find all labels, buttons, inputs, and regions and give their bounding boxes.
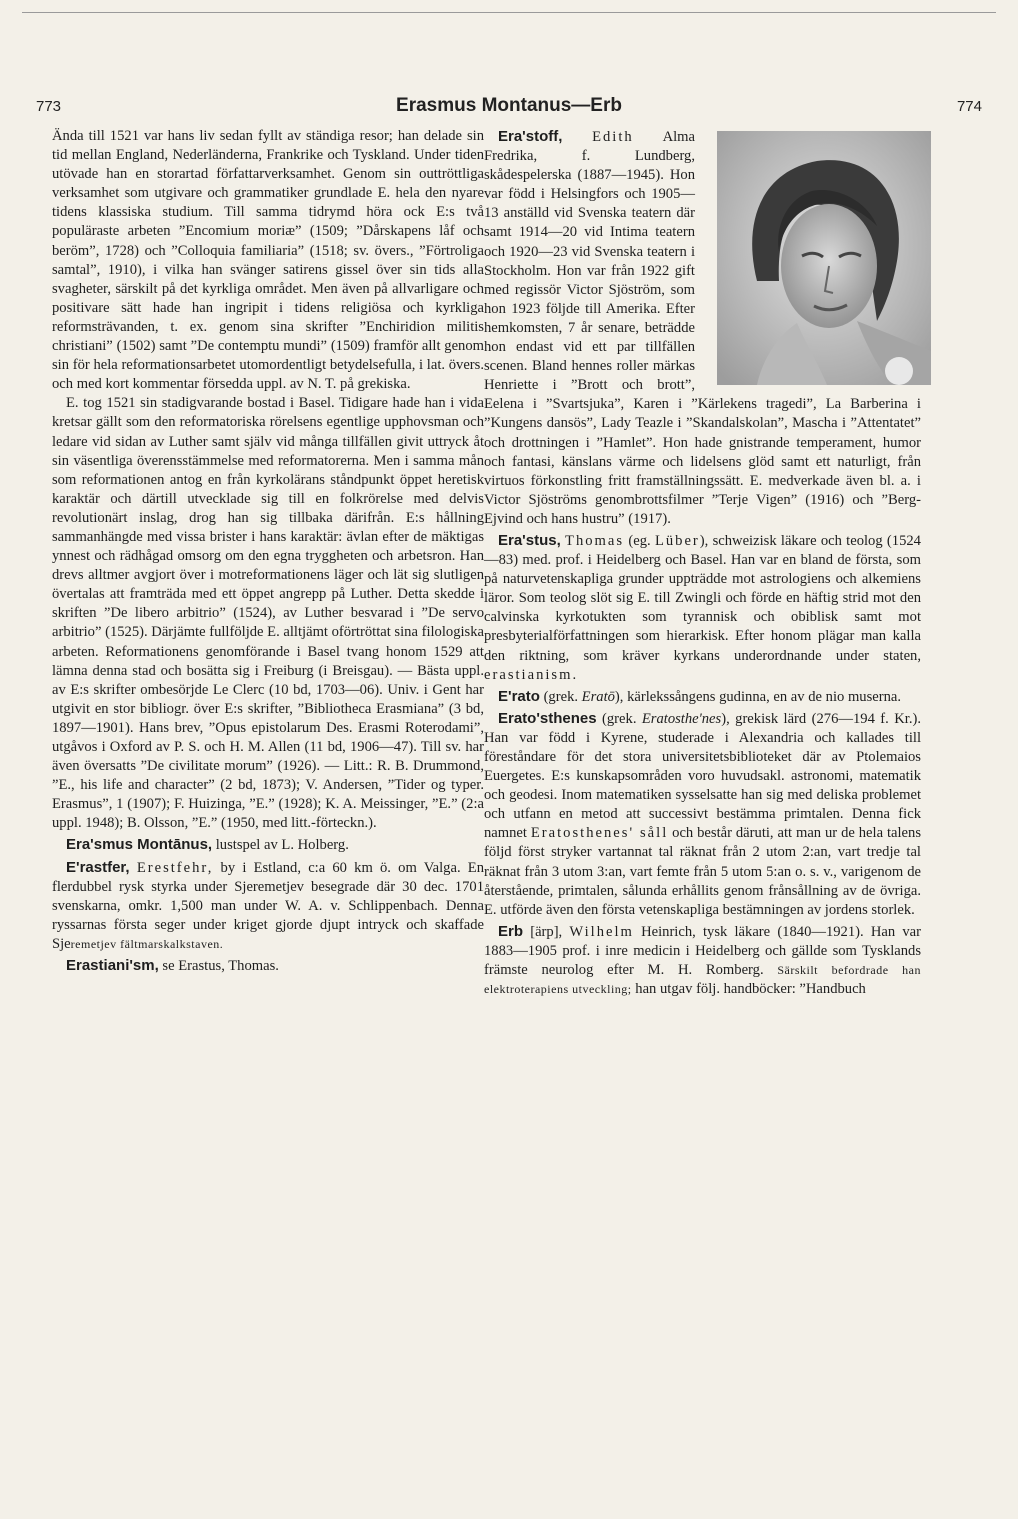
spaced-name: Erestfehr, [136, 859, 214, 876]
entry-text: och består däruti, att man ur de hela talens följd först stryker vartannat tal räknat från 2 utom 2:an, vart tredje tal räknat från 3 utom 3:an, vart femte från 5 utom 5:an o. s. v., varigenom de återstående, primtalen, sålunda erhållits genom frånsållning av de övriga. E. utförde även den första vetenskapliga bestämningen av jordens storlek. [484, 825, 922, 918]
entry-text: (grek. [539, 688, 582, 705]
paragraph-erasmus-2: E. tog 1521 sin stadigvarande bostad i Basel. Tidigare hade han i vida kretsar gällt som den reformatoriska rörelsens egentlige upphovsman och ledare vid sidan av Luther samt själv vid många tillfällen givit uttryck åt sin väsentliga överensstämmelse med reformatorerna. Men i samma mån som reformationen antog en från kyrkolärans ståndpunkt öppet heretisk karaktär och därtill utvecklade sig till en folkrörelse med delvis revolutionärt inslag, drog han sig tillbaka därifrån. E:s hållning sammanhängde med vissa brister i hans karaktär: ävlan efter de mäktigas ynnest och rädhågad omsorg om den egna tryggheten och arbetsron. Han drevs alltmer avgjort över i motreformationens läger och lät sig slutligen övertalas att framträda med ett öppet angrepp på Luther. Detta skedde i skriften ”De libero arbitrio” (1524), av Luther besvarad i ”De servo arbitrio” (1525). Därjämte fullföljde E. alltjämt oförtröttat sina filologiska arbeten. Reformationens genomförande i Basel tvang honom 1529 att lämna denna stad och bosätta sig i Freiburg (i Breisgau). — Bästa uppl. av E:s skrifter ombesörjde Le Clerc (10 bd, 1703—06). Univ. i Gent har utgivit en stor bibliogr. över E:s skrifter, ”Bibliotheca Erasmiana” (3 bd, 1897—1901). Hans brev, ”Opus epistolarum Des. Erasmi Roterodami”, utgåvos i Oxford av P. S. och H. M. Allen (11 bd, 1906—47). Till sv. har även översatts ”De civilitate morum” (1926). — Litt.: R. B. Drummond, ”E., his life and character” (2 bd, 1873); V. Andersen, ”Tider og typer. Erasmus”, 1 (1907); F. Huizinga, ”E.” (1928); K. A. Meissinger, ”E.” (2:a uppl. 1948); B. Olsson, ”E.” (1950, med litt.-förteckn.). [52, 395, 485, 832]
headword: Erato'sthenes [498, 709, 597, 727]
italic-term: Eratosthe'nes [641, 710, 722, 727]
small-text: remetjev fältmarskalkstaven. [70, 936, 224, 951]
entry-eratosthenes [484, 709, 921, 920]
spaced-name: Thomas [565, 532, 625, 549]
small-text: Särskilt befordrade han elektroterapiens utveckling; [484, 963, 921, 997]
column-left [52, 127, 484, 976]
spaced-name: Edith [592, 129, 634, 145]
running-head: Erasmus Montanus—Erb [396, 95, 622, 116]
headword: Era'stus, [498, 531, 561, 549]
entry-text: [ärp], [523, 923, 570, 940]
headword: Erastiani'sm, [66, 957, 159, 975]
headword: Erb [498, 922, 524, 940]
page-number-right: 774 [956, 98, 982, 115]
entry-erato [484, 687, 921, 707]
column-right [484, 127, 921, 999]
entry-erastfer [52, 858, 484, 954]
portrait-photo-icon [717, 131, 931, 385]
entry-text: ), schweizisk läkare och teolog (1524—83) med. prof. i Heidelberg och Basel. Han var en bland de första, som på naturvetenskapliga grunder uppträdde mot astrologiens och alkemiens läror. Som teolog slöt sig E. till Zwingli och förde en häftig strid mot den calvinska kyrkotukten som tyrannisk och obiblisk samt mot presbyterialförfattningen som hierarkisk. Efter honom plägar man kalla den riktning, som kräver kyrkans underordnande under staten, [484, 532, 921, 664]
headword: E'rato [498, 687, 540, 705]
top-rule [22, 12, 996, 13]
portrait-photo [703, 131, 921, 389]
page-number-left: 773 [36, 98, 62, 115]
entry-text: by i Estland, c:a 60 km ö. om Valga. En flerdubbel rysk styrka under Sjeremetjev besegrade där 30 dec. 1701 svenskarna, omkr. 1,500 man under W. A. v. Schlippenbach. Denna ryssarnas första seger under kriget gjorde djupt intryck och skaffade Sje [52, 859, 484, 952]
entry-erastianism [52, 956, 484, 976]
headword: E'rastfer, [66, 858, 130, 876]
entry-text: ), grekisk lärd (276—194 f. Kr.). Han var född i Kyrene, studerade i Alexandria och kallades till föreståndare för det stora universitetsbiblioteket där av Ptolemaios Euergetes. E:s kunskapsområden voro huvudsakl. astronomi, matematik och geodesi. Inom matematiken sysselsatte han sig med deliska problemet och utfann en metod att successivt bestämma primtalen. Denna fick namnet [484, 710, 921, 842]
entry-erb [484, 922, 921, 999]
paragraph-erasmus-1: Ända till 1521 var hans liv sedan fyllt av ständiga resor; han delade sin tid mellan England, Nederländerna, Frankrike och Tyskland. Under tiden utövade han en storartad författarverksamhet. Genom sin outtröttliga verksamhet som utgivare och grammatiker grundlade E. hela den nyare tidens klassiska studium. Till samma tidrymd höra ock E:s två populäraste arbeten ”Encomium moriæ” (1509; ”Dårskapens låf och beröm”, 1728) och ”Colloquia familiaria” (1518; sv. övers., ”Förtroliga samtal”, 1910), i vilka han svänger satirens gissel över sin tids alla svagheter, särskilt på det kyrkliga området. Men även på allvarligare och positivare sätt hade han ingripit i tidens religiösa och kyrkliga reformsträvanden, t. ex. genom sina skrifter ”Enchiridion militis christiani” (1502) samt ”De contemptu mundi” (1509) framför allt genom sin för hela reformationsarbetet utomordentligt betydelsefulla, i lat. övers. och med kort kommentar försedda uppl. av N. T. på grekiska. [52, 128, 484, 393]
spaced-name: Wilhelm [569, 923, 634, 940]
entry-text: Heinrich, tysk läkare (1840—1921). Han var 1883—1905 prof. i inre medicin i Heidelberg och gällde som Tysklands främste neurolog efter M. H. Romberg. [484, 923, 921, 979]
headword: Era'stoff, [498, 128, 563, 145]
entry-text: se Erastus, Thomas. [158, 958, 279, 975]
spaced-term: Eratosthenes' såll [530, 825, 669, 842]
spaced-name: Lüber [654, 532, 700, 549]
entry-text: Alma Fredrika, f. Lundberg, skådespelerska (1887—1945). Hon var född i Helsingfors och 1905—13 anställd vid Svenska teatern där samt 1914—20 vid Intima teatern och 1920—23 vid Svenska teatern i Stockholm. Hon var från 1922 gift med regissör Victor Sjöström, som hon 1923 följde till Amerika. Efter hemkomsten, 7 år senare, beträdde hon endast vid ett par tillfällen scenen. Bland hennes roller märkas Henriette i ”Brott och brott”, Eelena i ”Svartsjuka”, Karen i ”Kärlekens tragedi”, La Barberina i ”Kungens dansös”, Lady Teazle i ”Skandalskolan”, Mascha i ”Attentatet” och drottningen i ”Hamlet”. Hon hade gnistrande temperament, humor och fantasi, känslans värme och lidelsens glöd samt ett naturligt, från virtuos förkonstling fritt framställningssätt. E. medverkade även bl. a. i Victor Sjöströms genombrottsfilmer ”Terje Vigen” (1916) och ”Berg-Ejvind och hans hustru” (1917). [484, 129, 921, 527]
entry-text: ), kärlekssångens gudinna, en av de nio muserna. [614, 688, 902, 705]
headword: Era'smus Montānus, [66, 836, 213, 854]
entry-text: lustspel av L. Holberg. [212, 837, 349, 854]
entry-erastus [484, 531, 921, 685]
entry-erastoff [484, 127, 921, 529]
italic-term: Eratō [581, 688, 615, 705]
entry-text: (grek. [596, 710, 642, 727]
entry-text: han utgav följ. handböcker: ”Handbuch [631, 981, 866, 998]
entry-erasmus-montanus [52, 835, 484, 855]
spaced-term: erastianism. [484, 666, 579, 683]
entry-text: (eg. [624, 532, 655, 549]
